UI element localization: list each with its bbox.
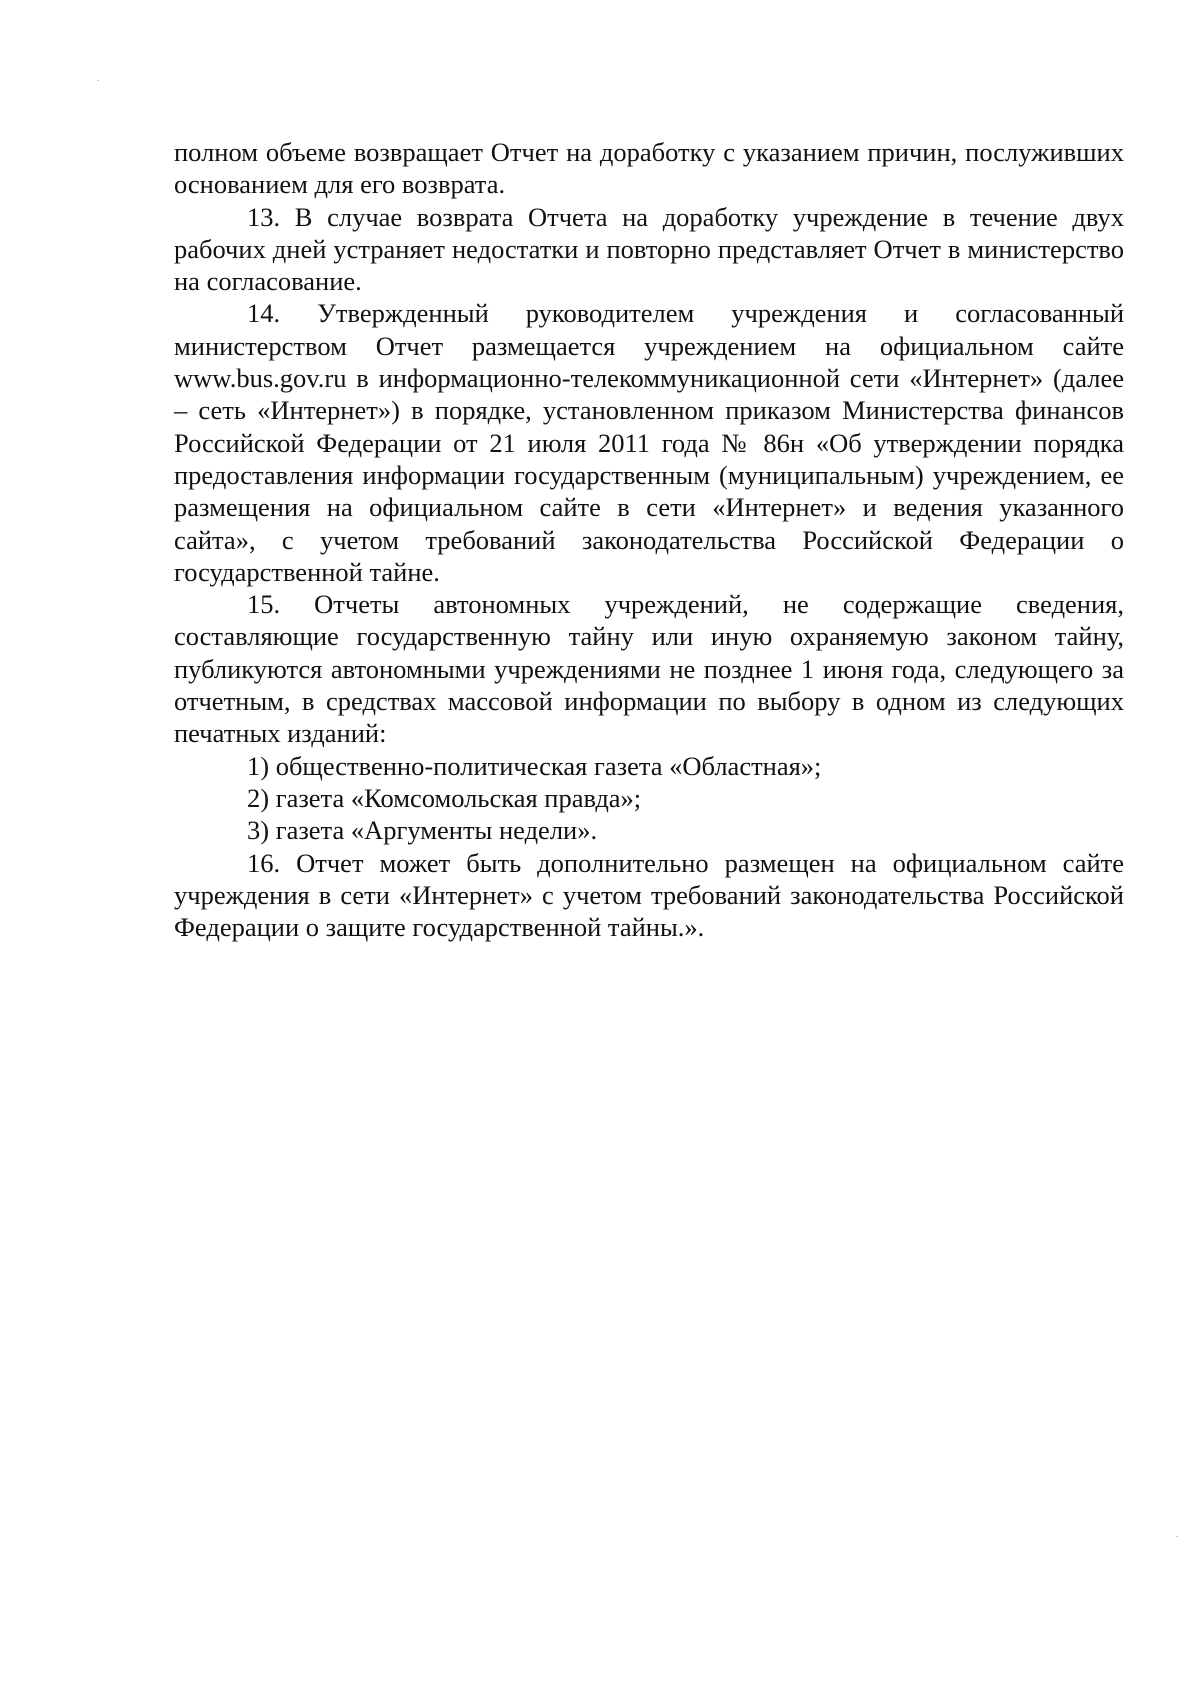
paragraph-item-16: 16. Отчет может быть дополнительно размещен на официальном сайте учреждения в сети «Интернет» с учетом требований законодательства Российской Федерации о защите государственной тайны.». [174,847,1124,943]
list-item-newspaper-1: 1) общественно-политическая газета «Областная»; [247,750,822,781]
scan-speck [1176,1536,1178,1537]
list-item-newspaper-2: 2) газета «Комсомольская правда»; [247,782,642,813]
paragraph-item-15: 15. Отчеты автономных учреждений, не содержащие сведения, составляющие государственную тайну или иную охраняемую законом тайну, публикуются автономными учреждениями не позднее 1 июня года, следующего за отчетным, в средствах массовой информации по выбору в одном из следующих печатных изданий: [174,589,1124,749]
document-body [174,136,1124,943]
paragraph-item-13: 13. В случае возврата Отчета на доработку учреждение в течение двух рабочих дней устраняет недостатки и повторно представляет Отчет в министерство на согласование. [174,201,1124,297]
scan-speck [97,80,99,81]
list-item-newspaper-3: 3) газета «Аргументы недели». [247,815,598,846]
paragraph-continuation: полном объеме возвращает Отчет на доработку с указанием причин, послуживших основанием для его возврата. [174,137,1124,200]
paragraph-item-14: 14. Утвержденный руководителем учреждения и согласованный министерством Отчет размещается учреждением на официальном сайте www.bus.gov.ru в информационно-телекоммуникационной сети «Интернет» (далее – сеть «Интернет») в порядке, установленном приказом Министерства финансов Российской Федерации от 21 июля 2011 года № 86н «Об утверждении порядка предоставления информации государственным (муниципальным) учреждением, ее размещения на официальном сайте в сети «Интернет» и ведения указанного сайта», с учетом требований законодательства Российской Федерации о государственной тайне. [174,298,1124,587]
